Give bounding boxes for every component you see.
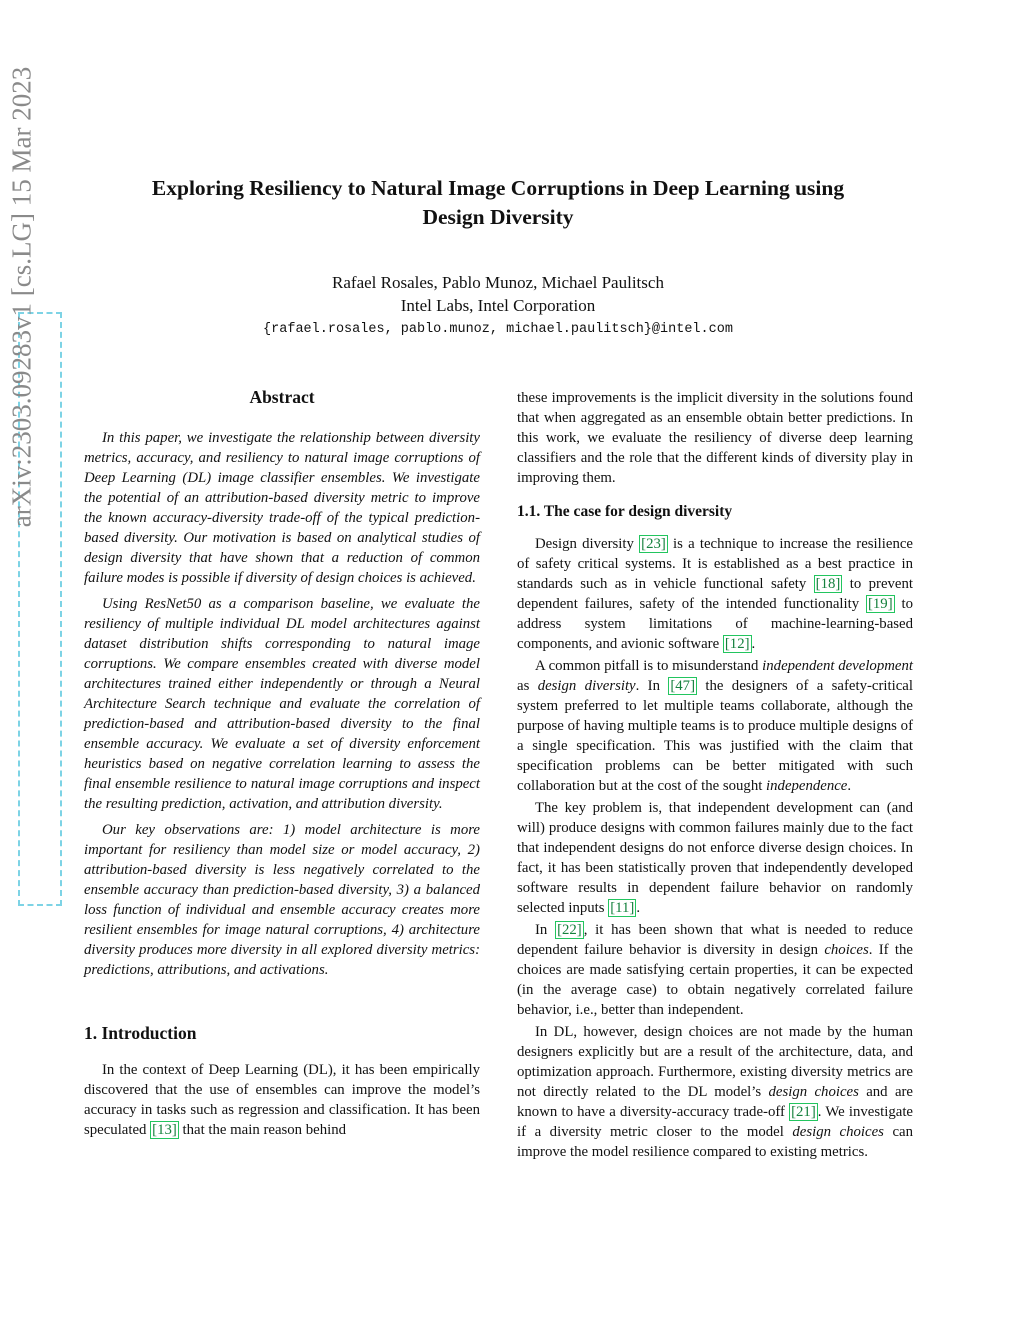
text-run: The key problem is, that independent development can (and will) produce designs with common failures mainly due to the fact that independent designs do not enforce diverse design choices. In fact, it has been statistically proven that independently developed software results in dependent failure behavior on randomly selected inputs (517, 800, 913, 916)
text-run: A common pitfall is to misunderstand (535, 658, 763, 674)
paper-title (80, 174, 916, 232)
emphasis: independent development (762, 658, 913, 674)
design-diversity-paragraph-1 (517, 534, 913, 654)
text-run: . (751, 636, 756, 652)
abstract-heading: Abstract (249, 387, 315, 407)
citation-link[interactable]: [19] (867, 596, 893, 612)
text-run: . In (635, 678, 669, 694)
title-line-2: Design Diversity (422, 205, 574, 229)
text-run: . If the choices are made satisfying certain properties, it can be expected (in the average case) to obtain negatively correlated failure behavior, i.e., better than independent. (517, 942, 914, 1018)
introduction-paragraph-1 (84, 1060, 480, 1140)
text-run: In (535, 922, 556, 938)
abstract-paragraph-2: Using ResNet50 as a comparison baseline, we evaluate the resiliency of multiple individual DL model architectures against dataset distribution shifts corresponding to natural image corruptions. We compare ensembles created with diverse model architectures trained either independently or through a Neural Architecture Search technique and evaluate the correlation of prediction-based and attribution-based diversity to the final ensemble accuracy. We evaluate a set of diversity enforcement heuristics based on negative correlation learning to assess the final ensemble resilience to natural image corruptions and inspect the resulting prediction, activation, and attribution diversity. (84, 596, 480, 812)
emphasis: independence (766, 778, 848, 794)
citation-link[interactable]: [47] (670, 678, 696, 694)
design-diversity-paragraph-5 (517, 1022, 913, 1162)
right-column (517, 388, 913, 1162)
citation-link[interactable]: [12] (724, 636, 750, 652)
design-diversity-paragraph-4 (517, 920, 913, 1020)
citation-link[interactable]: [23] (641, 536, 666, 552)
emphasis: design choices (768, 1084, 859, 1100)
emphasis: design choices (792, 1124, 884, 1140)
intro-text-b: that the main reason behind (178, 1122, 347, 1138)
title-line-1: Exploring Resiliency to Natural Image Corruptions in Deep Learning using (151, 176, 845, 200)
text-run: . (636, 900, 641, 916)
text-run: to prevent dependent failures, safety of the intended functionality (517, 576, 914, 612)
citation-link[interactable]: [13] (152, 1122, 177, 1138)
citation-link[interactable]: [21] (791, 1104, 816, 1120)
abstract-paragraph-1: In this paper, we investigate the relationship between diversity metrics, accuracy, and resiliency to natural image corruptions of Deep Learning (DL) image classifier ensembles. We investigate the potential of an attribution-based diversity metric to improve the known accuracy-diversity trade-off of the typical prediction-based diversity. Our motivation is based on analytical studies of design diversity that have shown that a reduction of common failure modes is possible if diversity of design choices is achieved. (84, 430, 480, 586)
text-run: In DL, however, design choices are not made by the human designers explicitly but are a result of the architecture, data, and optimization approach. Furthermore, existing diversity metrics are not directly related to the DL model’s (517, 1024, 913, 1100)
text-run: is a technique to increase the resilience of safety critical systems. It is established as a best practice in standards such as in vehicle functional safety (517, 536, 913, 592)
intro-text-a: In the context of Deep Learning (DL), it has been empirically discovered that the use of ensembles can improve the model’s accuracy in tasks such as regression and classification. It has been speculated (84, 1062, 480, 1138)
author-emails: {rafael.rosales, pablo.munoz, michael.paulitsch}@intel.com (263, 322, 733, 337)
text-run: Design diversity (535, 536, 640, 552)
citation-link[interactable]: [11] (610, 900, 635, 916)
left-column (84, 386, 480, 1140)
arxiv-stamp-text: arXiv:2303.09283v1 [cs.LG] 15 Mar 2023 (6, 66, 37, 528)
emphasis: design diversity (537, 678, 636, 694)
introduction-heading: 1. Introduction (84, 1023, 197, 1043)
design-diversity-paragraph-2 (517, 656, 913, 796)
author-affiliation: Intel Labs, Intel Corporation (400, 296, 596, 315)
text-run: the designers of a safety-critical system preferred to let multiple teams collaborate, although the purpose of having multiple teams is to produce multiple designs of a single specification. This was justified with the claim that specification problems can be better mitigated with such collaboration but at the cost of the sought (517, 678, 913, 794)
citation-link[interactable]: [22] (557, 922, 582, 938)
citation-link[interactable]: [18] (815, 576, 841, 592)
introduction-continued: these improvements is the implicit diversity in the solutions found that when aggregated as an ensemble obtain better predictions. In this work, we evaluate the resiliency of diverse deep learning classifiers and the role that the different kinds of diversity play in improving them. (517, 390, 913, 486)
text-run: as (517, 678, 538, 694)
subsection-heading: 1.1. The case for design diversity (517, 503, 733, 520)
emphasis: choices (824, 942, 869, 958)
text-run: to address system limitations of machine-learning-based components, and avionic software (517, 596, 913, 652)
text-run: , it has been shown that what is needed to reduce dependent failure behavior is diversity in design (517, 922, 913, 958)
text-run: and are known to have a diversity-accuracy trade-off (517, 1084, 914, 1120)
text-run: . We investigate if a diversity metric closer to the model (517, 1104, 913, 1140)
abstract-paragraph-3: Our key observations are: 1) model architecture is more important for resiliency than model size or model accuracy, 2) attribution-based diversity is less negatively correlated to the ensemble accuracy than prediction-based diversity, 3) a balanced loss function of individual and ensemble accuracy creates more resilient ensembles for image natural corruptions, 4) architecture diversity produces more diversity in all explored diversity metrics: predictions, attributions, and activations. (84, 822, 480, 978)
author-block (80, 271, 916, 341)
author-names: Rafael Rosales, Pablo Munoz, Michael Paulitsch (332, 273, 664, 292)
design-diversity-paragraph-3 (517, 798, 913, 918)
text-run: . (847, 778, 852, 794)
text-run: can improve the model resilience compared to existing metrics. (517, 1124, 914, 1160)
